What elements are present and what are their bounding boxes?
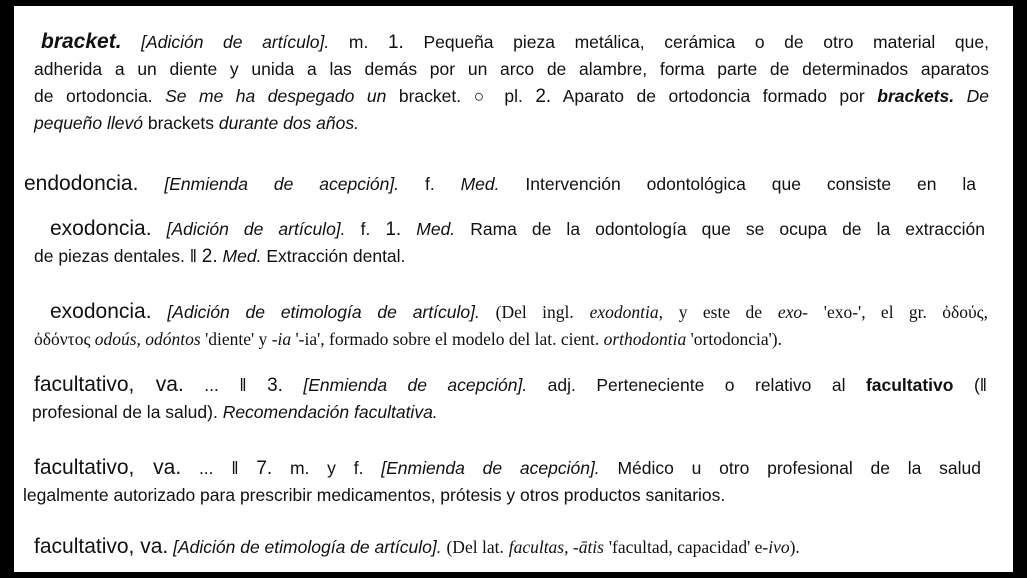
entry-line — [34, 533, 994, 561]
edit-tag: [Enmienda de acepción]. — [381, 458, 600, 478]
entry-facultativo-7 — [23, 454, 981, 509]
bold-word: brackets. — [877, 86, 955, 106]
edit-tag: [Adición de artículo]. — [166, 219, 346, 239]
etymology: 'facultad, capacidad' e — [608, 537, 763, 557]
definition: de piezas dentales. — [34, 246, 185, 266]
entry-facultativo-etymology — [34, 533, 994, 561]
separator: ‖ — [189, 246, 197, 266]
headword: facultativo, va. — [34, 373, 184, 396]
grammar-mark: adj. — [547, 375, 576, 395]
definition: profesional de la salud). — [32, 402, 218, 422]
headword: exodoncia. — [50, 300, 152, 323]
sense-number: 7. — [256, 458, 273, 479]
definition: Médico u otro profesional de la salud — [617, 458, 981, 478]
entry-line — [34, 215, 985, 243]
etymon: exo- — [777, 302, 808, 322]
etymology: (Del ingl. — [495, 302, 574, 322]
headword: facultativo, va. — [34, 456, 182, 479]
example-word: bracket. — [398, 86, 462, 106]
etymon: orthodontia — [603, 329, 687, 349]
example: De — [966, 86, 989, 106]
etymology: 'ortodoncia'). — [690, 329, 782, 349]
edit-tag: [Adición de etimología de artículo]. — [167, 302, 480, 322]
entry-line — [34, 243, 985, 270]
ellipsis: ... — [198, 458, 214, 478]
etymon: -ivo — [762, 537, 790, 557]
sense-number: 2. — [201, 246, 218, 267]
domain-mark: Med. — [460, 174, 500, 194]
edit-tag: [Enmienda de acepción]. — [164, 174, 400, 194]
etymology: ). — [789, 537, 800, 557]
definition: (‖ — [973, 375, 988, 395]
domain-mark: Med. — [222, 246, 262, 266]
sense-number: 2. — [535, 86, 552, 107]
definition: Pequeña pieza metálica, cerámica o de otro material que, — [423, 32, 989, 52]
example-word: brackets — [147, 113, 214, 133]
etymon: odoús, odóntos — [94, 329, 201, 349]
headword: endodoncia. — [24, 172, 139, 195]
grammar-mark: m. — [348, 32, 369, 52]
ellipsis: ... — [204, 375, 219, 395]
greek-word: ὀδόντος — [34, 329, 91, 349]
headword: bracket. — [41, 30, 122, 53]
definition: Intervención odontológica que consiste en la — [525, 174, 976, 194]
document-page — [14, 6, 1013, 572]
entry-line — [24, 170, 976, 198]
separator: ‖ — [239, 375, 247, 395]
example: Se me ha despegado un — [165, 86, 387, 106]
entry-bracket — [34, 28, 989, 137]
headword: exodoncia. — [50, 217, 152, 240]
entry-facultativo-3 — [32, 371, 987, 426]
edit-tag: [Adición de etimología de artículo]. — [173, 537, 442, 557]
entry-exodoncia — [34, 215, 985, 270]
edit-tag: [Adición de artículo]. — [141, 32, 330, 52]
entry-line — [34, 110, 989, 137]
entry-endodoncia — [24, 170, 976, 198]
definition: Extracción dental. — [266, 246, 406, 266]
definition: Perteneciente o relativo al — [596, 375, 846, 395]
bold-word: facultativo — [865, 375, 954, 395]
etymology: y este de — [678, 302, 762, 322]
example: Recomendación facultativa. — [222, 402, 438, 422]
definition: Aparato de ortodoncia formado por — [562, 86, 865, 106]
separator: ‖ — [231, 458, 239, 478]
entry-line — [34, 326, 988, 353]
headword: facultativo, va. — [34, 535, 169, 558]
etymon: facultas, -ātis — [508, 537, 604, 557]
entry-line — [34, 83, 989, 110]
sense-number: 1. — [387, 32, 404, 53]
entry-line — [34, 28, 989, 56]
sense-number: 3. — [267, 375, 283, 396]
etymon: -ia — [271, 329, 292, 349]
separator: ○ pl. — [473, 86, 523, 106]
grammar-mark: m. y f. — [289, 458, 364, 478]
definition: Rama de la odontología que se ocupa de la extracción — [470, 219, 985, 239]
etymology: '-ia', formado sobre el modelo del lat. cient. — [295, 329, 600, 349]
etymology: 'diente' y — [205, 329, 268, 349]
grammar-mark: f. — [424, 174, 435, 194]
etymology: (Del lat. — [446, 537, 504, 557]
grammar-mark: f. — [360, 219, 371, 239]
domain-mark: Med. — [416, 219, 456, 239]
entry-line: legalmente autorizado para prescribir medicamentos, prótesis y otros productos sanitarios. — [23, 485, 726, 505]
entry-line — [32, 371, 987, 399]
entry-exodoncia-etymology — [34, 298, 988, 353]
edit-tag: [Enmienda de acepción]. — [303, 375, 528, 395]
example: durante dos años. — [218, 113, 359, 133]
etymon: exodontia, — [589, 302, 663, 322]
entry-line — [32, 399, 987, 426]
sense-number: 1. — [385, 219, 402, 240]
definition: de ortodoncia. — [34, 86, 153, 106]
etymology: 'exo-', el gr. ὀδούς, — [823, 302, 988, 322]
entry-line: adherida a un diente y unida a las demás por un arco de alambre, forma parte de determinados aparatos — [34, 59, 989, 79]
entry-line — [23, 454, 981, 482]
entry-line — [34, 298, 988, 326]
example: pequeño llevó — [34, 113, 143, 133]
